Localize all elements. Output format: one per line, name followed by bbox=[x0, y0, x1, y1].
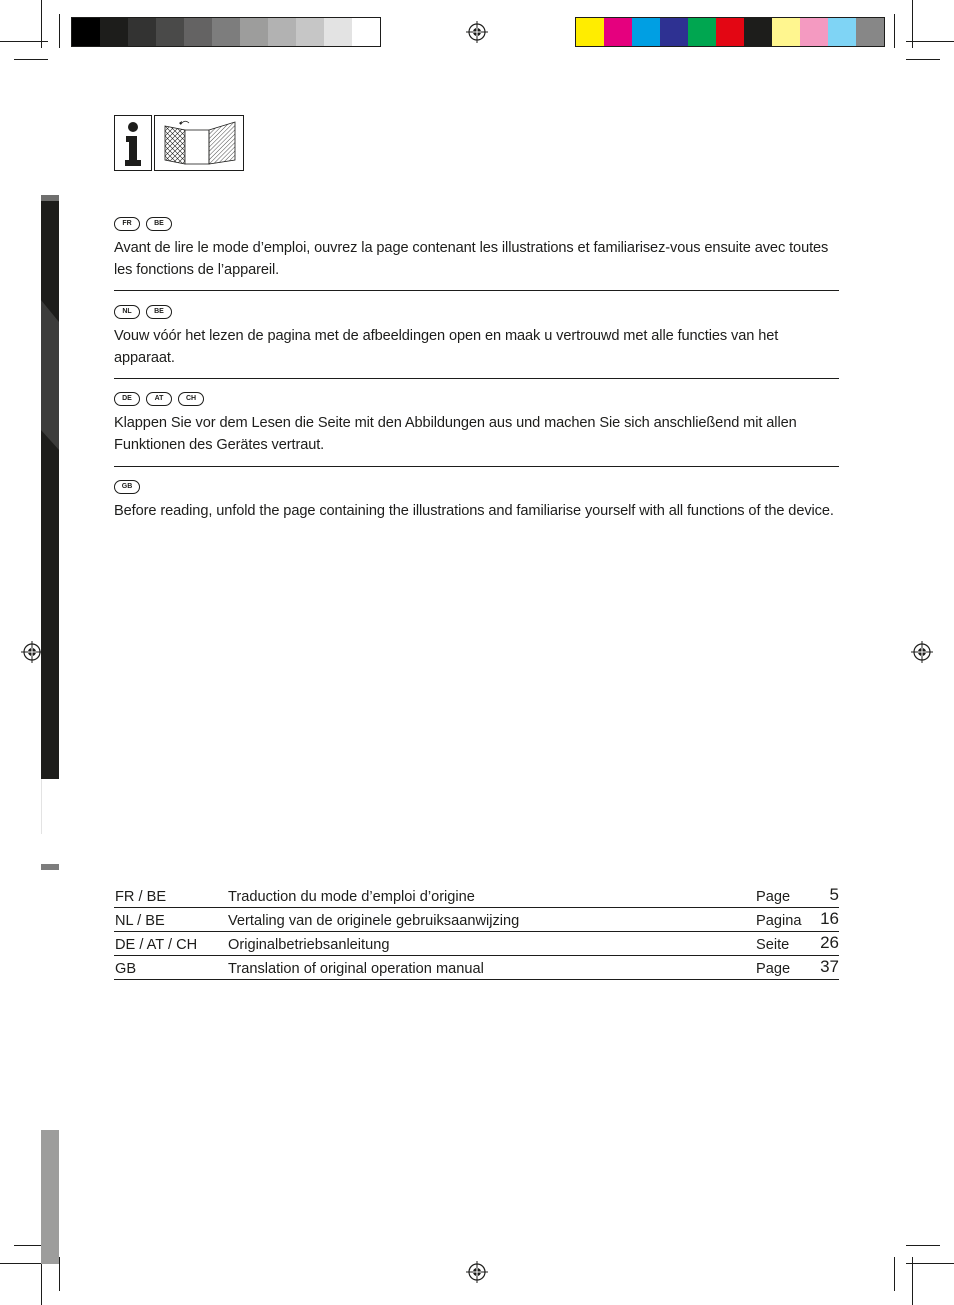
color-swatch bbox=[240, 18, 268, 46]
sidebar-tab bbox=[41, 864, 59, 870]
toc-language: NL / BE bbox=[115, 913, 165, 929]
crop-mark bbox=[41, 1257, 42, 1305]
country-badge: FR bbox=[114, 217, 140, 231]
lang-block-gb bbox=[114, 480, 839, 522]
color-swatch bbox=[184, 18, 212, 46]
country-badge: DE bbox=[114, 392, 140, 406]
crop-mark bbox=[894, 1257, 895, 1291]
unfold-page-icon bbox=[154, 115, 244, 171]
color-swatch bbox=[268, 18, 296, 46]
toc-row[interactable] bbox=[114, 908, 839, 932]
color-swatch bbox=[604, 18, 632, 46]
toc-title: Vertaling van de originele gebruiksaanwijzing bbox=[228, 913, 520, 929]
toc-page-number: 16 bbox=[820, 909, 839, 928]
lang-block-de-at-ch bbox=[114, 392, 839, 456]
country-badge: NL bbox=[114, 305, 140, 319]
crop-mark bbox=[912, 1257, 913, 1305]
info-icon-box bbox=[114, 115, 152, 171]
crop-mark bbox=[906, 59, 940, 60]
process-color-bar bbox=[575, 17, 885, 47]
lang-block-nl-be bbox=[114, 305, 839, 369]
color-swatch bbox=[72, 18, 100, 46]
color-swatch bbox=[212, 18, 240, 46]
table-of-contents bbox=[114, 884, 839, 980]
divider bbox=[114, 466, 839, 467]
crop-mark bbox=[59, 14, 60, 48]
crop-mark bbox=[906, 1245, 940, 1246]
crop-mark bbox=[41, 0, 42, 48]
divider bbox=[114, 290, 839, 291]
toc-title: Traduction du mode d’emploi d’origine bbox=[228, 889, 475, 905]
info-icon bbox=[122, 120, 144, 166]
color-swatch bbox=[296, 18, 324, 46]
crop-mark bbox=[912, 0, 913, 48]
crop-mark bbox=[59, 1257, 60, 1291]
toc-page-label: Seite bbox=[756, 937, 790, 953]
crop-mark bbox=[906, 1263, 954, 1264]
registration-mark-icon bbox=[466, 1261, 488, 1283]
color-swatch bbox=[100, 18, 128, 46]
color-swatch bbox=[856, 18, 884, 46]
country-badges bbox=[114, 392, 839, 406]
color-swatch bbox=[660, 18, 688, 46]
gray-color-bar bbox=[71, 17, 381, 47]
color-swatch bbox=[800, 18, 828, 46]
sidebar-notch bbox=[41, 300, 59, 450]
sidebar-bar bbox=[41, 201, 59, 779]
toc-language: FR / BE bbox=[115, 889, 167, 905]
toc-language: GB bbox=[115, 961, 137, 977]
toc-row[interactable] bbox=[114, 884, 839, 908]
color-swatch bbox=[632, 18, 660, 46]
country-badge: BE bbox=[146, 305, 172, 319]
intro-text: Avant de lire le mode d’emploi, ouvrez la page contenant les illustrations et familiarisez-vous ensuite avec toutes les fonctions de l’appareil. bbox=[114, 240, 829, 278]
toc-page-number: 5 bbox=[829, 885, 839, 904]
intro-text: Vouw vóór het lezen de pagina met de afbeeldingen open en maak u vertrouwd met alle functies van het apparaat. bbox=[114, 328, 779, 366]
country-badge: GB bbox=[114, 480, 140, 494]
country-badge: BE bbox=[146, 217, 172, 231]
color-swatch bbox=[352, 18, 380, 46]
country-badges bbox=[114, 305, 839, 319]
toc-title: Originalbetriebsanleitung bbox=[228, 937, 390, 953]
registration-mark-icon bbox=[911, 641, 933, 663]
toc-language: DE / AT / CH bbox=[115, 937, 198, 953]
color-swatch bbox=[688, 18, 716, 46]
country-badge: CH bbox=[178, 392, 204, 406]
registration-mark-icon bbox=[21, 641, 43, 663]
crop-mark bbox=[894, 14, 895, 48]
registration-mark-icon bbox=[466, 21, 488, 43]
toc-title: Translation of original operation manual bbox=[228, 961, 484, 977]
color-swatch bbox=[716, 18, 744, 46]
toc-page-number: 26 bbox=[820, 933, 839, 952]
sidebar-line bbox=[41, 779, 42, 834]
lang-block-fr-be bbox=[114, 217, 839, 281]
color-swatch bbox=[828, 18, 856, 46]
toc-page-label: Page bbox=[756, 889, 791, 905]
unfold-page-icon bbox=[155, 116, 243, 170]
toc-page-number: 37 bbox=[820, 957, 839, 976]
toc-row[interactable] bbox=[114, 956, 839, 980]
toc-row[interactable] bbox=[114, 932, 839, 956]
country-badges bbox=[114, 217, 839, 231]
intro-text: Klappen Sie vor dem Lesen die Seite mit den Abbildungen aus und machen Sie sich anschließend mit allen Funktionen des Gerätes vertraut. bbox=[114, 415, 797, 453]
color-swatch bbox=[576, 18, 604, 46]
toc-page-label: Pagina bbox=[756, 913, 802, 929]
color-swatch bbox=[324, 18, 352, 46]
toc-page-label: Page bbox=[756, 961, 791, 977]
divider bbox=[114, 378, 839, 379]
country-badges bbox=[114, 480, 839, 494]
color-swatch bbox=[156, 18, 184, 46]
color-swatch bbox=[772, 18, 800, 46]
color-swatch bbox=[744, 18, 772, 46]
intro-text: Before reading, unfold the page containing the illustrations and familiarise yourself with all functions of the device. bbox=[114, 503, 834, 519]
crop-mark bbox=[906, 41, 954, 42]
color-swatch bbox=[128, 18, 156, 46]
country-badge: AT bbox=[146, 392, 172, 406]
sidebar-bottom-bar bbox=[41, 1130, 59, 1264]
crop-mark bbox=[14, 59, 48, 60]
